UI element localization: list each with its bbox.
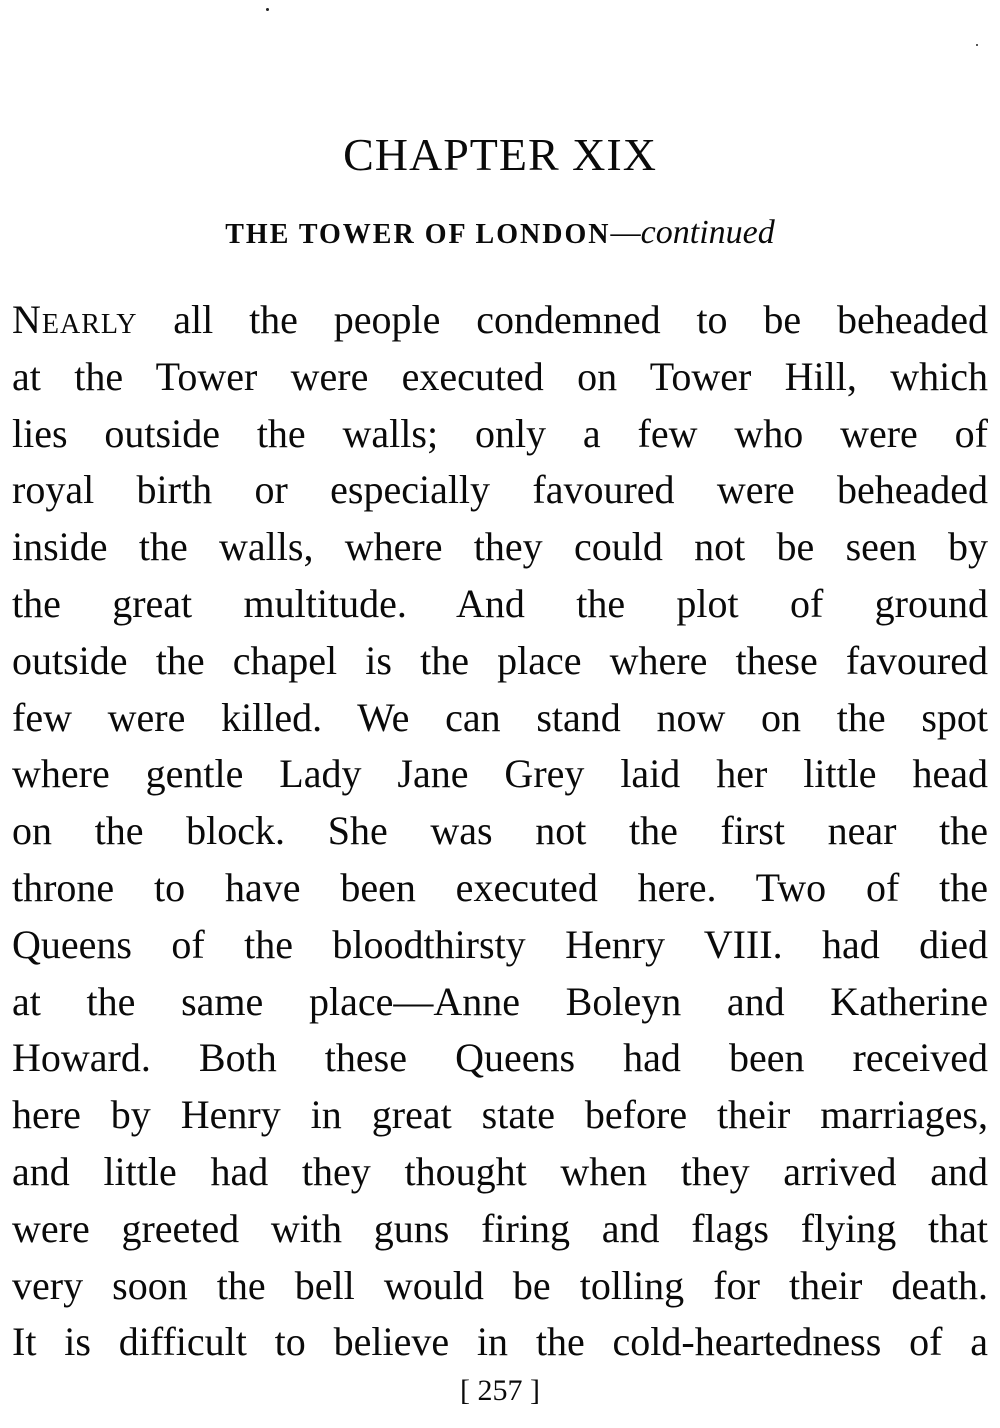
chapter-title: CHAPTER XIX bbox=[343, 129, 657, 180]
subtitle-caps: THE TOWER OF LONDON bbox=[225, 219, 611, 250]
body-line: the great multitude. And the plot of ground bbox=[12, 580, 988, 626]
opening-word: Nearly bbox=[12, 297, 138, 342]
body-line: few were killed. We can stand now on the spot bbox=[12, 694, 988, 740]
body-line: at the Tower were executed on Tower Hill, which bbox=[12, 353, 988, 399]
body-line: throne to have been executed here. Two of the bbox=[12, 864, 988, 910]
body-line: It is difficult to believe in the cold-heartedness of a bbox=[12, 1319, 988, 1365]
body-line-text: all the people condemned to be beheaded bbox=[137, 297, 988, 342]
page-number: [ 257 ] bbox=[460, 1374, 540, 1407]
body-line: where gentle Lady Jane Grey laid her little head bbox=[12, 751, 988, 797]
body-line: inside the walls, where they could not be seen by bbox=[12, 524, 988, 570]
body-text bbox=[12, 292, 988, 1371]
body-line: lies outside the walls; only a few who were of bbox=[12, 410, 988, 456]
body-line: at the same place—Anne Boleyn and Katherine bbox=[12, 978, 988, 1024]
subtitle-italic: —continued bbox=[610, 214, 775, 251]
body-line: Howard. Both these Queens had been received bbox=[12, 1035, 988, 1081]
body-line: here by Henry in great state before their marriages, bbox=[12, 1092, 988, 1138]
body-line: on the block. She was not the first near the bbox=[12, 808, 988, 854]
body-line: and little had they thought when they arrived and bbox=[12, 1148, 988, 1194]
body-line: royal birth or especially favoured were beheaded bbox=[12, 467, 988, 513]
chapter-subtitle bbox=[0, 214, 1000, 252]
print-speck bbox=[976, 44, 978, 46]
body-line: outside the chapel is the place where these favoured bbox=[12, 637, 988, 683]
body-line: Queens of the bloodthirsty Henry VIII. had died bbox=[12, 921, 988, 967]
body-line: very soon the bell would be tolling for their death. bbox=[12, 1262, 988, 1308]
print-speck bbox=[266, 8, 269, 11]
body-line: were greeted with guns firing and flags flying that bbox=[12, 1205, 988, 1251]
body-line bbox=[12, 292, 988, 349]
